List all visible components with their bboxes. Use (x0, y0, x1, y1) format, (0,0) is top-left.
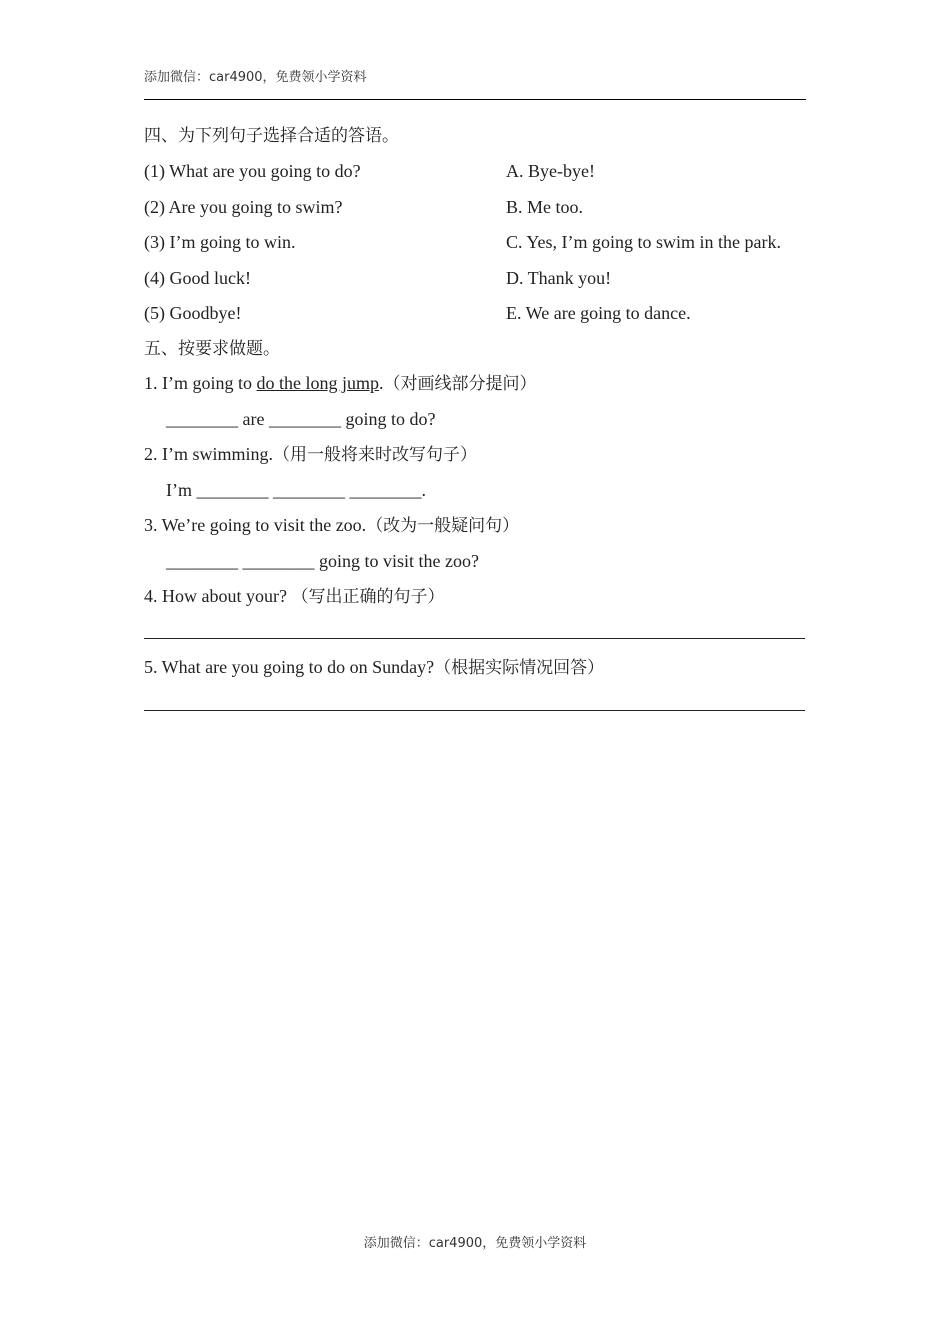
question-5: (5) Goodbye! (144, 303, 242, 323)
task-3 (144, 513, 519, 538)
header-divider (144, 99, 806, 100)
answer-a: A. Bye-bye! (506, 161, 595, 181)
task-1-answer-line: ________ are ________ going to do? (166, 409, 436, 429)
question-3: (3) I’m going to win. (144, 232, 296, 252)
question-2: (2) Are you going to swim? (144, 197, 343, 217)
task-4-text: 4. How about your? (144, 586, 292, 606)
task-1-suffix: . (379, 373, 384, 393)
task-5-instruction: （根据实际情况回答） (434, 658, 605, 678)
task-3-instruction: （改为一般疑问句） (366, 516, 520, 536)
task-5-answer-rule (144, 710, 805, 711)
answer-d: D. Thank you! (506, 268, 612, 288)
task-5 (144, 655, 604, 680)
task-3-answer-line: ________ ________ going to visit the zoo? (166, 551, 479, 571)
question-4: (4) Good luck! (144, 268, 251, 288)
answer-e: E. We are going to dance. (506, 303, 691, 323)
section-4-title: 四、为下列句子选择合适的答语。 (144, 126, 399, 146)
answer-c: C. Yes, I’m going to swim in the park. (506, 232, 782, 252)
task-2-instruction: （用一般将来时改写句子） (273, 445, 477, 465)
task-4 (144, 584, 444, 609)
task-2-text: 2. I’m swimming. (144, 444, 273, 464)
task-5-text: 5. What are you going to do on Sunday? (144, 657, 435, 677)
task-4-instruction: （写出正确的句子） (291, 587, 445, 607)
section-5-title: 五、按要求做题。 (144, 339, 280, 359)
task-1 (144, 371, 537, 396)
question-1: (1) What are you going to do? (144, 161, 361, 181)
page-header-text: 添加微信：car4900，免费领小学资料 (144, 70, 367, 85)
task-2 (144, 442, 477, 467)
page-footer-text: 添加微信：car4900，免费领小学资料 (363, 1236, 587, 1251)
task-3-text: 3. We’re going to visit the zoo. (144, 515, 367, 535)
task-1-prefix: 1. I’m going to (144, 373, 257, 393)
task-4-answer-rule (144, 638, 805, 639)
task-1-instruction: （对画线部分提问） (383, 374, 537, 394)
answer-b: B. Me too. (506, 197, 584, 217)
task-1-underlined-phrase: do the long jump (256, 373, 379, 393)
task-2-answer-line: I’m ________ ________ ________. (166, 480, 426, 500)
